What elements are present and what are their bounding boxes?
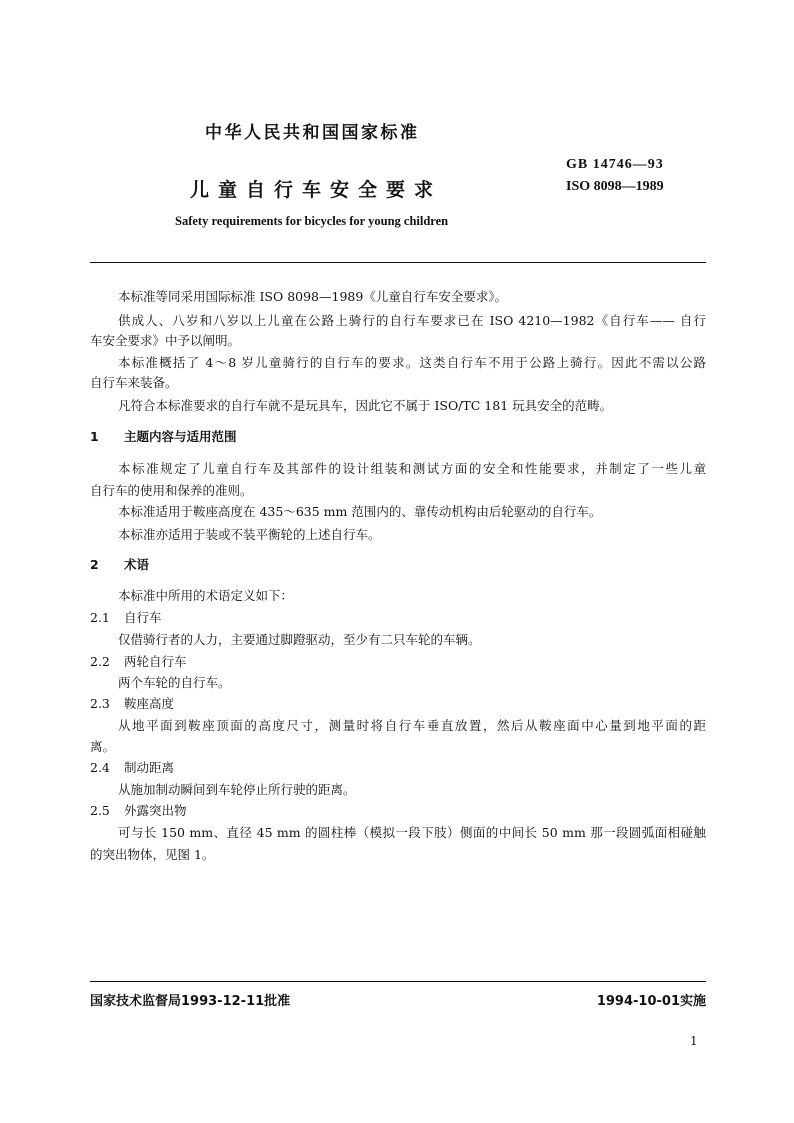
term-2-1-heading [90,608,706,628]
document-title-en: Safety requirements for bicycles for young children [175,214,449,228]
section-1-line-2: 自行车的使用和保养的准则。 [90,483,253,498]
section-2-intro: 本标准中所用的术语定义如下： [118,588,294,603]
term-2-4-definition: 从施加制动瞬间到车轮停止所行驶的距离。 [118,782,356,797]
term-2-3-number: 2.3 [90,696,110,711]
term-2-4-heading [90,758,706,778]
term-2-2-number: 2.2 [90,654,110,669]
section-1-line-1: 本标准规定了儿童自行车及其部件的设计组装和测试方面的安全和性能要求，并制定了一些儿童 [118,461,706,476]
term-2-1-number: 2.1 [90,610,110,625]
term-2-2-name: 两轮自行车 [124,654,187,669]
document-title-cn: 儿童自行车安全要求 [190,179,443,201]
term-2-3-name: 鞍座高度 [124,696,175,711]
section-1-number: 1 [90,429,99,444]
term-2-4-number: 2.4 [90,760,110,775]
term-2-5-definition-line-2: 的突出物体，见图 1。 [90,847,215,862]
page-number: 1 [690,1034,698,1048]
term-2-2-definition: 两个车轮的自行车。 [118,675,231,690]
term-2-4-name: 制动距离 [124,760,175,775]
section-1-line-4: 本标准亦适用于装或不装平衡轮的上述自行车。 [118,527,381,542]
footer-divider [90,981,706,982]
term-2-1-name: 自行车 [124,610,162,625]
intro-paragraph-1: 本标准等同采用国际标准 ISO 8098—1989《儿童自行车安全要求》。 [118,289,508,304]
intro-paragraph-4: 凡符合本标准要求的自行车就不是玩具车，因此它不属于 ISO/TC 181 玩具安全的范畴。 [118,398,613,413]
term-2-1-definition: 仅借骑行者的人力，主要通过脚蹬驱动，至少有二只车轮的车辆。 [118,632,481,647]
term-2-5-name: 外露突出物 [124,803,187,818]
term-2-5-heading [90,801,706,821]
intro-paragraph-2-line-2: 车安全要求》中予以阐明。 [90,333,241,348]
section-1-title: 主题内容与适用范围 [124,429,237,444]
header-divider [90,262,706,263]
implementation-date: 1994-10-01实施 [596,994,706,1009]
section-2-heading [90,555,706,575]
section-2-title: 术语 [124,557,150,572]
intro-paragraph-2-line-1: 供成人、八岁和八岁以上儿童在公路上骑行的自行车要求已在 ISO 4210—1982《自行车—— 自行 [118,313,706,328]
term-2-5-definition-line-1: 可与长 150 mm、直径 45 mm 的圆柱棒（模拟一段下肢）侧面的中间长 50 mm 那一段圆弧面相碰触 [118,825,706,840]
national-standard-heading: 中华人民共和国国家标准 [205,123,420,143]
section-1-heading [90,427,706,447]
approval-date: 国家技术监督局1993-12-11批准 [90,994,291,1009]
term-2-3-heading [90,694,706,714]
term-2-3-definition-line-2: 离。 [90,739,116,754]
section-2-number: 2 [90,557,99,572]
iso-number: ISO 8098—1989 [566,179,664,194]
intro-paragraph-3-line-1: 本标准概括了 4～8 岁儿童骑行的自行车的要求。这类自行车不用于公路上骑行。因此不需以公路 [118,355,706,370]
section-1-line-3: 本标准适用于鞍座高度在 435～635 mm 范围内的、靠传动机构由后轮驱动的自行车。 [118,504,602,519]
standard-number: GB 14746—93 [566,157,664,172]
term-2-2-heading [90,652,706,672]
intro-paragraph-3-line-2: 自行车来装备。 [90,375,178,390]
term-2-5-number: 2.5 [90,803,110,818]
term-2-3-definition-line-1: 从地平面到鞍座顶面的高度尺寸，测量时将自行车垂直放置，然后从鞍座面中心量到地平面的距 [118,718,706,733]
